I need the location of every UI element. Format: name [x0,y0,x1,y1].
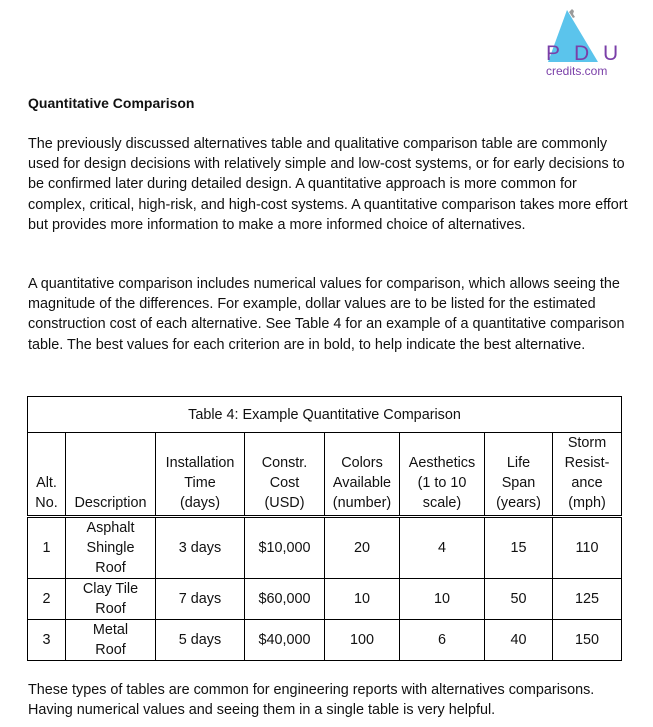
cell-colors: 100 [325,620,400,661]
table-caption: Table 4: Example Quantitative Comparison [28,397,622,433]
quantitative-comparison-table [27,396,622,661]
table-header-row [28,433,622,517]
cell-storm: 125 [553,579,622,620]
header-colors-available: Colors Available (number) [325,433,400,517]
table-row [28,620,622,661]
cell-alt: 2 [28,579,66,620]
cell-cost: $40,000 [245,620,325,661]
cell-life-span: 40 [485,620,553,661]
cell-colors: 10 [325,579,400,620]
pdu-credits-logo [540,8,624,78]
header-life-span: Life Span (years) [485,433,553,517]
header-installation-time: Installation Time (days) [156,433,245,517]
cell-alt: 1 [28,517,66,579]
table-row [28,517,622,579]
cell-description: Asphalt Shingle Roof [66,517,156,579]
cell-description: Metal Roof [66,620,156,661]
cell-install-time: 7 days [156,579,245,620]
cell-aesthetics: 6 [400,620,485,661]
logo-letter-p: P [546,42,561,65]
logo-letter-d: D [574,42,590,65]
cell-install-time: 5 days [156,620,245,661]
paragraph-quantitative: A quantitative comparison includes numerical values for comparison, which allows seeing the magnitude of the differences. For example, dollar values are to be listed for the estimated construction cost of each alternative. See Table 4 for an example of a quantitative comparison table. The best values for each criterion are in bold, to help indicate the best alternative. [28,276,625,353]
cell-cost: $60,000 [245,579,325,620]
header-alt-no: Alt. No. [28,433,66,517]
section-heading: Quantitative Comparison [28,95,195,111]
cell-aesthetics: 4 [400,517,485,579]
cell-life-span: 15 [485,517,553,579]
cell-cost: $10,000 [245,517,325,579]
cell-install-time: 3 days [156,517,245,579]
header-aesthetics: Aesthetics (1 to 10 scale) [400,433,485,517]
cell-description: Clay Tile Roof [66,579,156,620]
cell-storm: 150 [553,620,622,661]
logo-domain: credits.com [546,64,608,78]
header-description: Description [66,433,156,517]
cell-aesthetics: 10 [400,579,485,620]
paragraph-intro: The previously discussed alternatives table and qualitative comparison table are commonly used for design decisions with relatively simple and low-cost systems, or for early decisions to be confirmed later during detailed design. A quantitative approach is more common for complex, critical, high-risk, and high-cost systems. A quantitative comparison takes more effort but provides more information to make a more informed choice of alternatives. [28,136,628,233]
cell-colors: 20 [325,517,400,579]
cell-alt: 3 [28,620,66,661]
logo-letter-u: U [603,42,619,65]
header-storm-resistance: Storm Resist- ance (mph) [553,433,622,517]
paragraph-conclusion: These types of tables are common for engineering reports with alternatives comparisons. Having numerical values and seeing them in a single table is very helpful. [28,682,595,719]
cell-life-span: 50 [485,579,553,620]
table-row [28,579,622,620]
cell-storm: 110 [553,517,622,579]
header-constr-cost: Constr. Cost (USD) [245,433,325,517]
